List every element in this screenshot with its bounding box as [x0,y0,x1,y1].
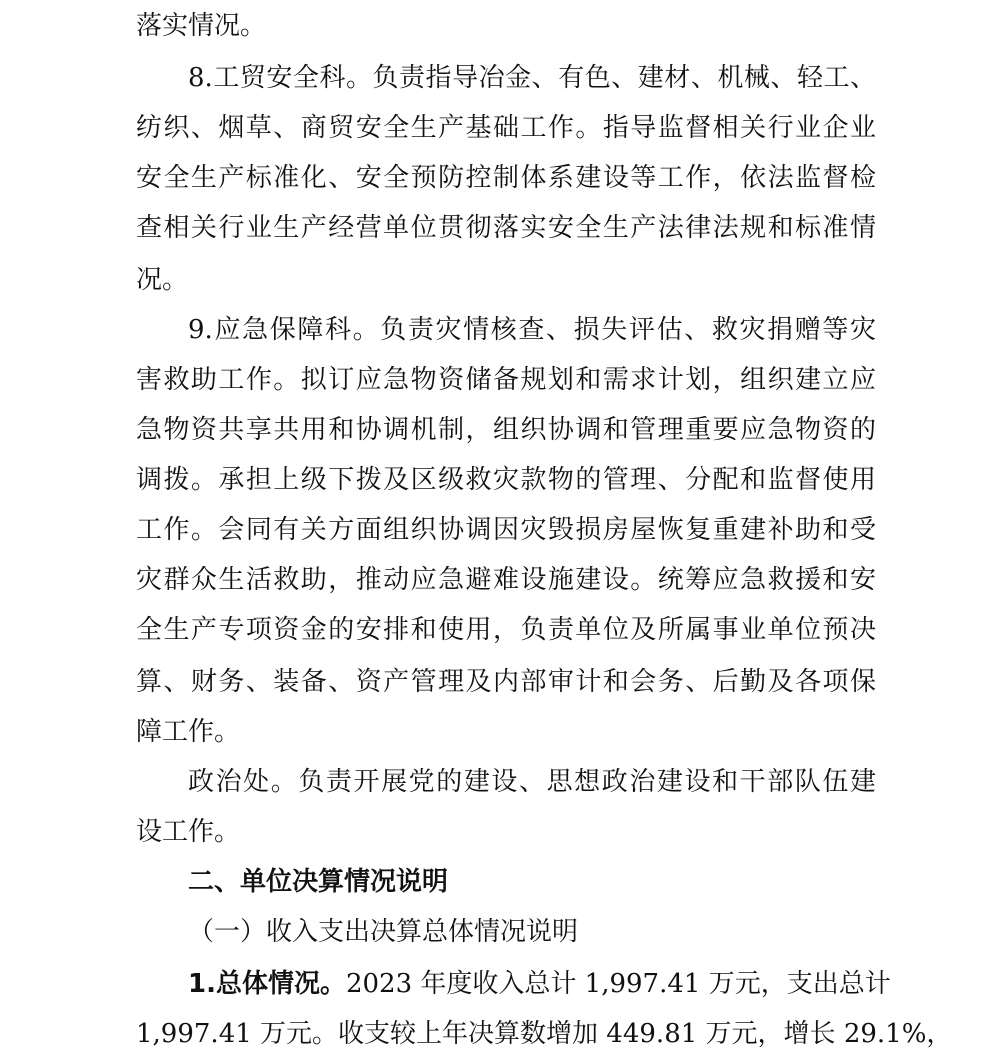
paragraph-line: 调拨。承担上级下拨及区级救灾款物的管理、分配和监督使用 [136,465,876,495]
paragraph-line: 政治处。负责开展党的建设、思想政治建设和干部队伍建 [188,767,876,797]
paragraph-line: 工作。会同有关方面组织协调因灾毁损房屋恢复重建补助和受 [136,515,876,545]
paragraph-line: 安全生产标准化、安全预防控制体系建设等工作，依法监督检 [136,163,876,193]
paragraph-line: 全生产专项资金的安排和使用，负责单位及所属事业单位预决 [136,615,876,645]
paragraph-line: 9.应急保障科。负责灾情核查、损失评估、救灾捐赠等灾 [188,315,876,345]
paragraph-line: 算、财务、装备、资产管理及内部审计和会务、后勤及各项保 [136,667,876,697]
summary-line-2: 1,997.41 万元。收支较上年决算数增加 449.81 万元，增长 29.1%， [136,1019,953,1049]
paragraph-line: 急物资共享共用和协调机制，组织协调和管理重要应急物资的 [136,415,876,445]
summary-lead: 1.总体情况。 [188,969,346,999]
paragraph-line: 障工作。 [136,717,241,747]
summary-text: 2023 年度收入总计 1,997.41 万元，支出总计 [345,969,891,999]
paragraph-line: 落实情况。 [136,11,267,41]
section-heading: 二、单位决算情况说明 [188,867,449,897]
paragraph-line: 8.工贸安全科。负责指导冶金、有色、建材、机械、轻工、 [188,63,876,93]
paragraph-line: 设工作。 [136,817,241,847]
summary-line [188,964,891,1004]
paragraph-line: 纺织、烟草、商贸安全生产基础工作。指导监督相关行业企业 [136,113,876,143]
sub-heading: （一）收入支出决算总体情况说明 [188,917,579,947]
paragraph-line: 害救助工作。拟订应急物资储备规划和需求计划，组织建立应 [136,365,876,395]
paragraph-line: 查相关行业生产经营单位贯彻落实安全生产法律法规和标准情 [136,213,876,243]
paragraph-line: 况。 [136,265,189,295]
paragraph-line: 灾群众生活救助，推动应急避难设施建设。统筹应急救援和安 [136,565,876,595]
